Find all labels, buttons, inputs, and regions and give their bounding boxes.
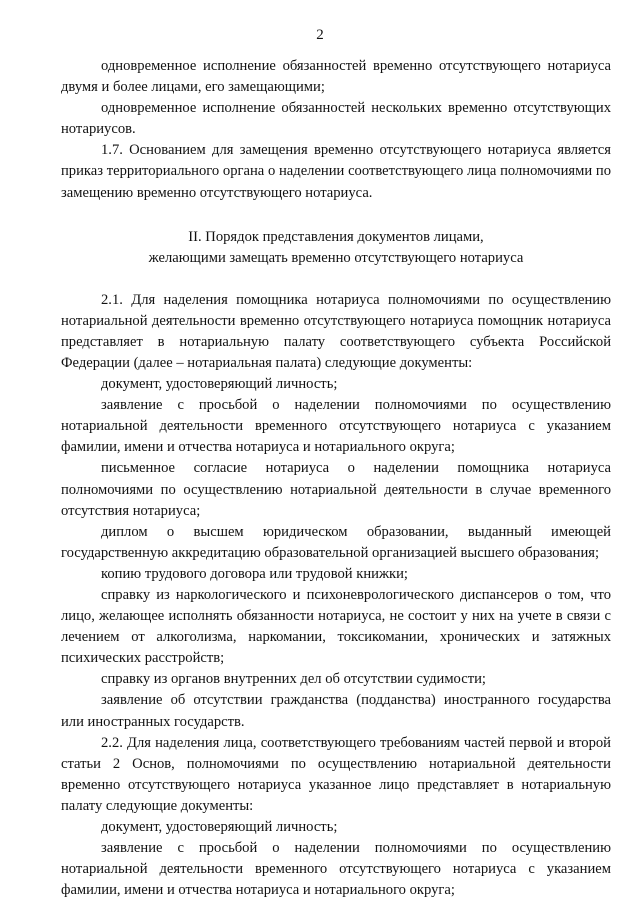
list-item: диплом о высшем юридическом образовании, выданный имеющей государственную аккредитацию образовательной организацией высшего образования;	[61, 523, 611, 561]
list-item: заявление с просьбой о наделении полномочиями по осуществлению нотариальной деятельности временного отсутствующего нотариуса с указанием фамилии, имени и отчества нотариуса и нотариального округа;	[61, 397, 611, 456]
section-heading-line: II. Порядок представления документов лицами,	[188, 228, 484, 245]
list-item: справку из органов внутренних дел об отсутствии судимости;	[101, 671, 486, 688]
document-body	[61, 56, 611, 901]
list-item: копию трудового договора или трудовой книжки;	[101, 565, 408, 582]
list-item: справку из наркологического и психоневрологического диспансеров о том, что лицо, желающее исполнять обязанности нотариуса, не состоит у них на учете в связи с лечением от алкоголизма, наркомании, токсикомании, хронических и затяжных психических расстройств;	[61, 586, 611, 667]
list-item: письменное согласие нотариуса о наделении помощника нотариуса полномочиями по осуществлению нотариальной деятельности в случае временного отсутствия нотариуса;	[61, 460, 611, 519]
list-item: заявление об отсутствии гражданства (подданства) иностранного государства или иностранных государств.	[61, 692, 611, 730]
page-number: 2	[316, 27, 324, 43]
paragraph: одновременное исполнение обязанностей временно отсутствующего нотариуса двумя и более лицами, его замещающими;	[61, 58, 611, 96]
paragraph: 1.7. Основанием для замещения временно отсутствующего нотариуса является приказ территориального органа о наделении соответствующего лица полномочиями по замещению временно отсутствующего нотариуса.	[61, 142, 611, 201]
section-heading	[61, 227, 611, 269]
list-item: документ, удостоверяющий личность;	[101, 376, 338, 393]
section-heading-line: желающими замещать временно отсутствующего нотариуса	[148, 249, 524, 266]
paragraph: 2.1. Для наделения помощника нотариуса полномочиями по осуществлению нотариальной деятельности временно отсутствующего нотариуса помощник нотариуса представляет в нотариальную палату соответствующего субъекта Российской Федерации (далее – нотариальная палата) следующие документы:	[61, 291, 611, 371]
paragraph: 2.2. Для наделения лица, соответствующего требованиям частей первой и второй статьи 2 Основ, полномочиями по осуществлению нотариальной деятельности временно отсутствующего нотариуса указанное лицо представляет в нотариальную палату следующие документы:	[61, 734, 611, 814]
list-item: документ, удостоверяющий личность;	[101, 819, 338, 835]
list-item: заявление с просьбой о наделении полномочиями по осуществлению нотариальной деятельности временного отсутствующего нотариуса с указанием фамилии, имени и отчества нотариуса и нотариального округа;	[61, 840, 611, 899]
paragraph: одновременное исполнение обязанностей нескольких временно отсутствующих нотариусов.	[61, 100, 611, 138]
